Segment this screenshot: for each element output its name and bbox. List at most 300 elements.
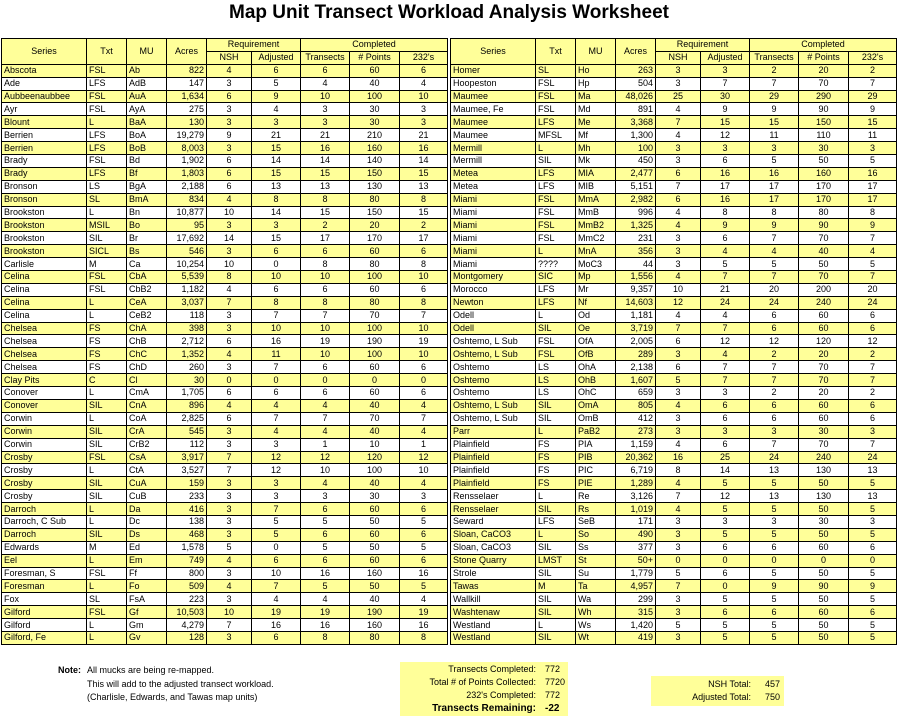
cell-mu: Wa (576, 593, 616, 606)
cell-nsh: 7 (207, 464, 252, 477)
cell-transects: 9 (750, 219, 799, 232)
cell-mu: AyA (127, 103, 167, 116)
cell-points: 150 (350, 206, 400, 219)
cell-nsh: 6 (207, 155, 252, 168)
cell-adjusted: 7 (701, 361, 750, 374)
cell-transects: 2 (750, 387, 799, 400)
cell-points: 80 (350, 296, 400, 309)
cell-points: 100 (350, 322, 400, 335)
cell-c232: 20 (849, 283, 897, 296)
cell-txt: LFS (87, 142, 127, 155)
table-row (451, 399, 897, 412)
cell-points: 190 (350, 606, 400, 619)
cell-txt: FS (536, 464, 576, 477)
cell-c232: 3 (849, 142, 897, 155)
cell-transects: 6 (301, 361, 350, 374)
cell-acres: 3,917 (167, 451, 207, 464)
cell-txt: LFS (87, 167, 127, 180)
cell-adjusted: 0 (701, 554, 750, 567)
table-row (2, 129, 448, 142)
table-row (2, 631, 448, 644)
cell-c232: 5 (400, 580, 448, 593)
cell-mu: CnA (127, 399, 167, 412)
cell-acres: 171 (616, 515, 656, 528)
cell-txt: SIL (536, 567, 576, 580)
table-row (2, 606, 448, 619)
cell-mu: Hp (576, 77, 616, 90)
cell-adjusted: 10 (252, 271, 301, 284)
table-row (451, 374, 897, 387)
cell-nsh: 3 (207, 103, 252, 116)
cell-points: 100 (350, 90, 400, 103)
cell-txt: M (87, 258, 127, 271)
table-row (451, 348, 897, 361)
cell-mu: SeB (576, 515, 616, 528)
cell-transects: 7 (750, 438, 799, 451)
table-row (451, 335, 897, 348)
cell-mu: Ab (127, 64, 167, 77)
cell-txt: L (87, 206, 127, 219)
cell-c232: 7 (400, 412, 448, 425)
table-row (451, 631, 897, 644)
cell-series: Westland (451, 631, 536, 644)
cell-txt: FSL (87, 103, 127, 116)
cell-txt: SIL (536, 412, 576, 425)
cell-series: Parr (451, 425, 536, 438)
table-row (2, 142, 448, 155)
cell-c232: 3 (400, 103, 448, 116)
table-row (2, 567, 448, 580)
cell-points: 160 (799, 167, 849, 180)
cell-acres: 356 (616, 245, 656, 258)
table-row (451, 219, 897, 232)
cell-txt: SIL (87, 399, 127, 412)
cell-nsh: 3 (207, 515, 252, 528)
cell-nsh: 4 (207, 283, 252, 296)
cell-txt: LFS (87, 129, 127, 142)
cell-series: Mermill (451, 142, 536, 155)
cell-txt: L (87, 580, 127, 593)
cell-adjusted: 4 (252, 103, 301, 116)
cell-transects: 3 (301, 103, 350, 116)
cell-nsh: 4 (656, 271, 701, 284)
cell-nsh: 14 (207, 232, 252, 245)
cell-mu: Ca (127, 258, 167, 271)
cell-acres: 1,420 (616, 619, 656, 632)
cell-adjusted: 9 (252, 90, 301, 103)
cell-c232: 5 (400, 515, 448, 528)
cell-c232: 6 (849, 399, 897, 412)
cell-mu: MmB2 (576, 219, 616, 232)
cell-c232: 7 (849, 271, 897, 284)
cell-mu: CrB2 (127, 438, 167, 451)
cell-nsh: 10 (207, 258, 252, 271)
cell-acres: 800 (167, 567, 207, 580)
cell-txt: LFS (87, 77, 127, 90)
cell-c232: 3 (849, 425, 897, 438)
cell-mu: Wt (576, 631, 616, 644)
cell-transects: 8 (301, 631, 350, 644)
cell-c232: 13 (849, 490, 897, 503)
cell-series: Plainfield (451, 438, 536, 451)
cell-txt: L (87, 515, 127, 528)
cell-c232: 3 (400, 490, 448, 503)
table-row (451, 64, 897, 77)
cell-c232: 10 (400, 90, 448, 103)
cell-points: 30 (350, 490, 400, 503)
cell-nsh: 3 (207, 425, 252, 438)
cell-adjusted: 9 (701, 219, 750, 232)
cell-txt: LFS (536, 296, 576, 309)
cell-c232: 17 (849, 180, 897, 193)
cell-series: Corwin (2, 425, 87, 438)
cell-acres: 377 (616, 541, 656, 554)
cell-mu: CuB (127, 490, 167, 503)
col-header-nsh: NSH (207, 51, 252, 64)
cell-series: Corwin (2, 412, 87, 425)
cell-points: 50 (350, 515, 400, 528)
cell-mu: PIC (576, 464, 616, 477)
table-row (451, 361, 897, 374)
cell-acres: 1,705 (167, 387, 207, 400)
cell-transects: 3 (750, 515, 799, 528)
cell-points: 170 (799, 180, 849, 193)
cell-nsh: 7 (656, 116, 701, 129)
col-header-acres: Acres (167, 39, 207, 65)
cell-nsh: 4 (207, 399, 252, 412)
cell-points: 80 (350, 631, 400, 644)
cell-transects: 6 (301, 554, 350, 567)
cell-nsh: 4 (656, 399, 701, 412)
cell-mu: MIA (576, 167, 616, 180)
cell-points: 70 (799, 232, 849, 245)
cell-acres: 289 (616, 348, 656, 361)
cell-nsh: 4 (207, 64, 252, 77)
cell-mu: MmB (576, 206, 616, 219)
cell-txt: SIL (536, 541, 576, 554)
cell-mu: Gf (127, 606, 167, 619)
cell-transects: 16 (750, 167, 799, 180)
cell-transects: 13 (750, 490, 799, 503)
cell-nsh: 8 (207, 271, 252, 284)
cell-c232: 16 (400, 142, 448, 155)
cell-c232: 16 (849, 167, 897, 180)
cell-points: 170 (799, 193, 849, 206)
cell-series: Miami (451, 206, 536, 219)
col-header-transects: Transects (750, 51, 799, 64)
cell-c232: 6 (400, 245, 448, 258)
cell-acres: 48,026 (616, 90, 656, 103)
cell-adjusted: 10 (252, 567, 301, 580)
cell-transects: 7 (301, 309, 350, 322)
cell-adjusted: 6 (701, 155, 750, 168)
table-row (2, 167, 448, 180)
cell-mu: Ho (576, 64, 616, 77)
cell-c232: 6 (400, 387, 448, 400)
cell-adjusted: 3 (252, 438, 301, 451)
cell-series: Abscota (2, 64, 87, 77)
cell-txt: L (536, 309, 576, 322)
cell-txt: MSIL (87, 219, 127, 232)
cell-points: 60 (799, 412, 849, 425)
cell-series: Miami (451, 232, 536, 245)
cell-series: Oshtemo, L Sub (451, 399, 536, 412)
cell-transects: 6 (301, 528, 350, 541)
cell-acres: 4,279 (167, 619, 207, 632)
cell-mu: PaB2 (576, 425, 616, 438)
cell-adjusted: 19 (252, 606, 301, 619)
cell-adjusted: 3 (701, 515, 750, 528)
cell-mu: MmA (576, 193, 616, 206)
cell-points: 60 (350, 528, 400, 541)
cell-transects: 10 (301, 271, 350, 284)
table-row (451, 90, 897, 103)
cell-c232: 2 (849, 387, 897, 400)
cell-txt: FS (87, 335, 127, 348)
cell-series: Metea (451, 180, 536, 193)
cell-c232: 6 (849, 606, 897, 619)
cell-transects: 0 (750, 554, 799, 567)
cell-txt: FSL (87, 451, 127, 464)
cell-transects: 5 (301, 541, 350, 554)
cell-adjusted: 7 (252, 503, 301, 516)
cell-points: 60 (799, 399, 849, 412)
cell-series: Wallkill (451, 593, 536, 606)
cell-adjusted: 16 (701, 193, 750, 206)
cell-adjusted: 6 (701, 567, 750, 580)
cell-nsh: 6 (207, 180, 252, 193)
cell-mu: Ed (127, 541, 167, 554)
cell-series: Foresman, S (2, 567, 87, 580)
cell-points: 0 (350, 374, 400, 387)
cell-adjusted: 3 (252, 116, 301, 129)
table-row (2, 64, 448, 77)
col-header-txt: Txt (536, 39, 576, 65)
cell-acres: 1,803 (167, 167, 207, 180)
cell-series: Fox (2, 593, 87, 606)
cell-adjusted: 4 (252, 399, 301, 412)
cell-transects: 7 (750, 232, 799, 245)
table-row (451, 438, 897, 451)
cell-series: Oshtemo, L Sub (451, 412, 536, 425)
cell-mu: Cl (127, 374, 167, 387)
cell-transects: 2 (750, 348, 799, 361)
cell-acres: 147 (167, 77, 207, 90)
cell-txt: FS (536, 451, 576, 464)
cell-nsh: 5 (656, 567, 701, 580)
cell-series: Miami (451, 193, 536, 206)
cell-mu: ChC (127, 348, 167, 361)
cell-points: 190 (350, 335, 400, 348)
cell-c232: 16 (400, 619, 448, 632)
col-header-acres: Acres (616, 39, 656, 65)
cell-c232: 2 (849, 348, 897, 361)
cell-adjusted: 15 (252, 232, 301, 245)
cell-series: Foresman (2, 580, 87, 593)
cell-points: 70 (350, 412, 400, 425)
cell-points: 240 (799, 451, 849, 464)
cell-points: 60 (350, 554, 400, 567)
cell-mu: Ss (576, 541, 616, 554)
cell-nsh: 7 (207, 296, 252, 309)
table-row (2, 116, 448, 129)
cell-acres: 223 (167, 593, 207, 606)
cell-txt: SIL (87, 232, 127, 245)
cell-nsh: 6 (207, 167, 252, 180)
table-row (451, 116, 897, 129)
cell-nsh: 3 (207, 490, 252, 503)
cell-series: Crosby (2, 477, 87, 490)
cell-adjusted: 9 (701, 103, 750, 116)
cell-adjusted: 5 (701, 258, 750, 271)
cell-mu: ChD (127, 361, 167, 374)
cell-mu: OmA (576, 399, 616, 412)
cell-acres: 546 (167, 245, 207, 258)
cell-adjusted: 4 (701, 309, 750, 322)
cell-c232: 4 (400, 399, 448, 412)
cell-c232: 5 (849, 631, 897, 644)
cell-points: 50 (799, 528, 849, 541)
col-header-series: Series (2, 39, 87, 65)
cell-txt: M (87, 541, 127, 554)
cell-acres: 8,003 (167, 142, 207, 155)
cell-adjusted: 25 (701, 451, 750, 464)
cell-points: 20 (799, 64, 849, 77)
cell-c232: 2 (849, 64, 897, 77)
cell-acres: 44 (616, 258, 656, 271)
cell-c232: 6 (849, 412, 897, 425)
cell-acres: 159 (167, 477, 207, 490)
cell-c232: 9 (849, 219, 897, 232)
cell-series: Brady (2, 167, 87, 180)
cell-txt: FSL (87, 283, 127, 296)
cell-series: Bronson (2, 180, 87, 193)
cell-txt: L (87, 464, 127, 477)
cell-adjusted: 21 (252, 129, 301, 142)
cell-txt: L (87, 309, 127, 322)
cell-adjusted: 4 (701, 245, 750, 258)
cell-txt: SL (87, 193, 127, 206)
cell-mu: FsA (127, 593, 167, 606)
table-row (451, 477, 897, 490)
page-title: Map Unit Transect Workload Analysis Worksheet (229, 2, 669, 23)
cell-transects: 13 (750, 464, 799, 477)
cell-nsh: 3 (207, 322, 252, 335)
cell-txt: L (536, 142, 576, 155)
table-row (2, 206, 448, 219)
cell-acres: 10,877 (167, 206, 207, 219)
col-header-transects: Transects (301, 51, 350, 64)
cell-c232: 13 (400, 180, 448, 193)
cell-series: Bronson (2, 193, 87, 206)
cell-txt: L (87, 296, 127, 309)
cell-adjusted: 6 (252, 283, 301, 296)
table-row (2, 219, 448, 232)
cell-points: 70 (799, 361, 849, 374)
cell-c232: 6 (400, 503, 448, 516)
cell-transects: 8 (301, 296, 350, 309)
cell-txt: SIC (536, 271, 576, 284)
cell-transects: 10 (301, 90, 350, 103)
cell-series: Miami (451, 219, 536, 232)
cell-mu: Wh (576, 606, 616, 619)
cell-transects: 7 (750, 77, 799, 90)
table-row (451, 528, 897, 541)
cell-nsh: 3 (656, 541, 701, 554)
cell-adjusted: 12 (252, 464, 301, 477)
cell-c232: 6 (849, 309, 897, 322)
cell-series: Oshtemo (451, 387, 536, 400)
cell-series: Darroch (2, 503, 87, 516)
cell-txt: LS (536, 387, 576, 400)
cell-points: 40 (350, 593, 400, 606)
cell-mu: Mr (576, 283, 616, 296)
cell-mu: Ff (127, 567, 167, 580)
cell-acres: 6,719 (616, 464, 656, 477)
table-row (451, 167, 897, 180)
cell-adjusted: 0 (252, 541, 301, 554)
cell-transects: 19 (301, 606, 350, 619)
nsh-total-value: 457 (765, 679, 781, 689)
table-row (2, 283, 448, 296)
cell-mu: AuA (127, 90, 167, 103)
cell-transects: 17 (750, 180, 799, 193)
cell-series: Brookston (2, 219, 87, 232)
cell-txt: FSL (536, 348, 576, 361)
cell-points: 200 (799, 283, 849, 296)
cell-points: 70 (799, 374, 849, 387)
cell-series: Rensselaer (451, 490, 536, 503)
cell-points: 40 (350, 77, 400, 90)
cell-acres: 118 (167, 309, 207, 322)
cell-series: Stone Quarry (451, 554, 536, 567)
cell-transects: 5 (750, 593, 799, 606)
cell-transects: 7 (750, 374, 799, 387)
cell-transects: 3 (301, 116, 350, 129)
cell-nsh: 16 (656, 451, 701, 464)
cell-points: 100 (350, 271, 400, 284)
cell-series: Chelsea (2, 335, 87, 348)
cell-mu: CuA (127, 477, 167, 490)
cell-mu: Re (576, 490, 616, 503)
cell-mu: CtA (127, 464, 167, 477)
table-row (451, 541, 897, 554)
cell-points: 30 (350, 103, 400, 116)
cell-mu: Bd (127, 155, 167, 168)
cell-adjusted: 15 (701, 116, 750, 129)
cell-txt: C (87, 374, 127, 387)
cell-points: 290 (799, 90, 849, 103)
cell-transects: 5 (750, 567, 799, 580)
table-row (2, 103, 448, 116)
cell-nsh: 3 (207, 438, 252, 451)
cell-points: 30 (799, 515, 849, 528)
cell-txt: MFSL (536, 129, 576, 142)
cell-transects: 15 (750, 116, 799, 129)
cell-nsh: 3 (207, 631, 252, 644)
table-row (451, 129, 897, 142)
table-row (2, 554, 448, 567)
cell-transects: 4 (301, 425, 350, 438)
table-row (451, 206, 897, 219)
cell-acres: 659 (616, 387, 656, 400)
cell-txt: FSL (536, 77, 576, 90)
cell-txt: LFS (536, 167, 576, 180)
cell-transects: 8 (750, 206, 799, 219)
cell-mu: Od (576, 309, 616, 322)
cell-c232: 17 (849, 193, 897, 206)
cell-txt: LFS (536, 116, 576, 129)
